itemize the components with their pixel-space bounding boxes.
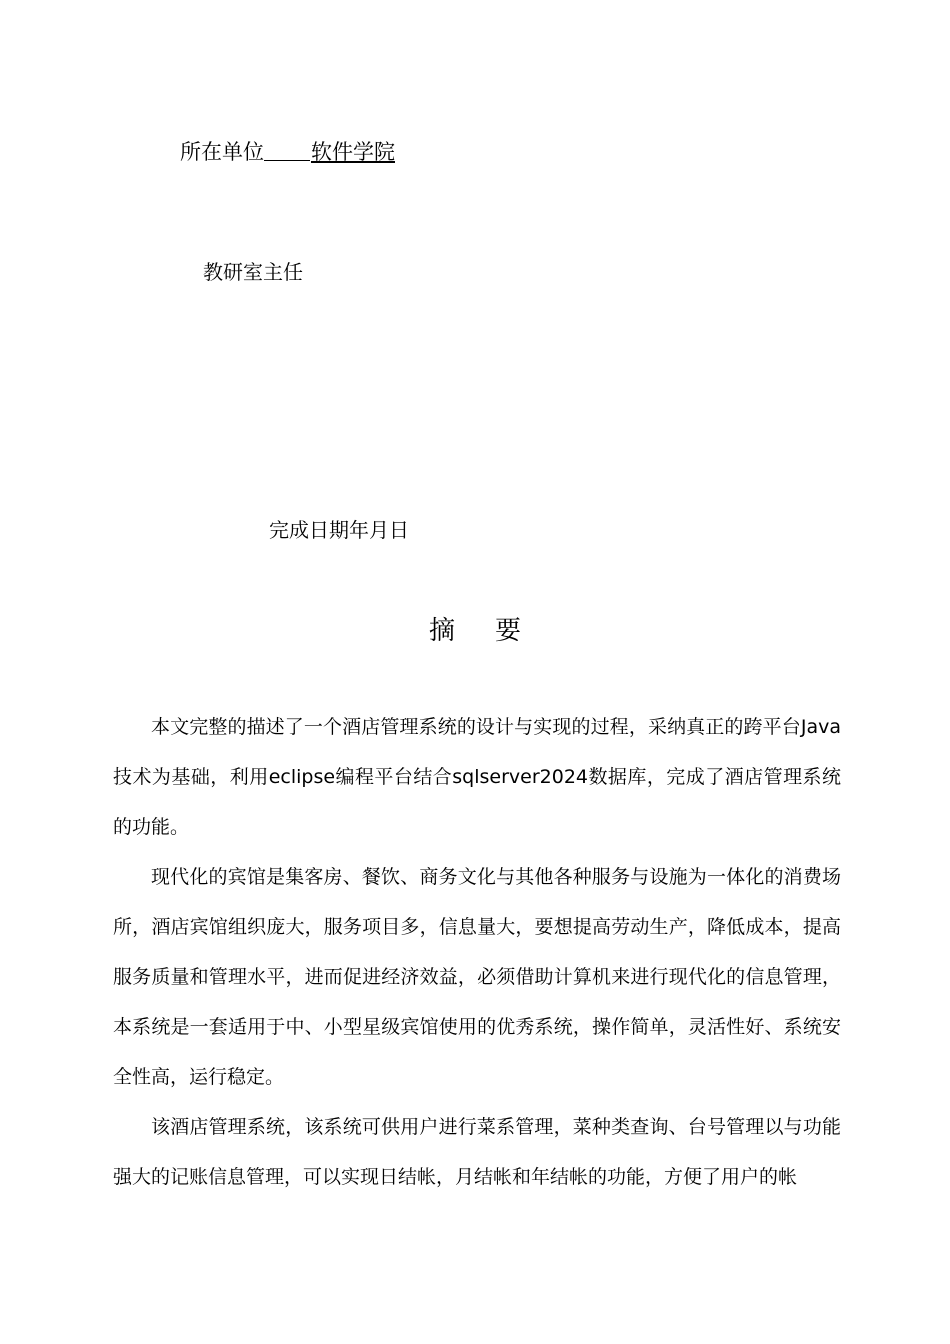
abstract-body (113, 702, 841, 1202)
abstract-paragraph: 现代化的宾馆是集客房、餐饮、商务文化与其他各种服务与设施为一体化的消费场所，酒店宾馆组织庞大，服务项目多，信息量大，要想提高劳动生产，降低成本，提高服务质量和管理水平，进而促进经济效益，必须借助计算机来进行现代化的信息管理，本系统是一套适用于中、小型星级宾馆使用的优秀系统，操作简单，灵活性好、系统安全性高，运行稳定。 (113, 866, 841, 1088)
unit-line (180, 136, 395, 166)
abstract-paragraph: 本文完整的描述了一个酒店管理系统的设计与实现的过程，采纳真正的跨平台Java技术为基础，利用eclipse编程平台结合sqlserver2024数据库，完成了酒店管理系统的功能。 (113, 716, 841, 838)
completion-date-label: 完成日期年月日 (269, 518, 409, 542)
abstract-title-part2: 要 (495, 616, 522, 646)
abstract-title-part1: 摘 (428, 616, 455, 646)
unit-underline (264, 142, 310, 161)
director-label: 教研室主任 (203, 260, 303, 284)
abstract-paragraph: 该酒店管理系统，该系统可供用户进行菜系管理，菜种类查询、台号管理以与功能强大的记账信息管理，可以实现日结帐，月结帐和年结帐的功能，方便了用户的帐 (113, 1116, 841, 1188)
unit-label: 所在单位 (180, 140, 264, 164)
unit-value: 软件学院 (311, 140, 395, 164)
abstract-title (0, 610, 950, 647)
